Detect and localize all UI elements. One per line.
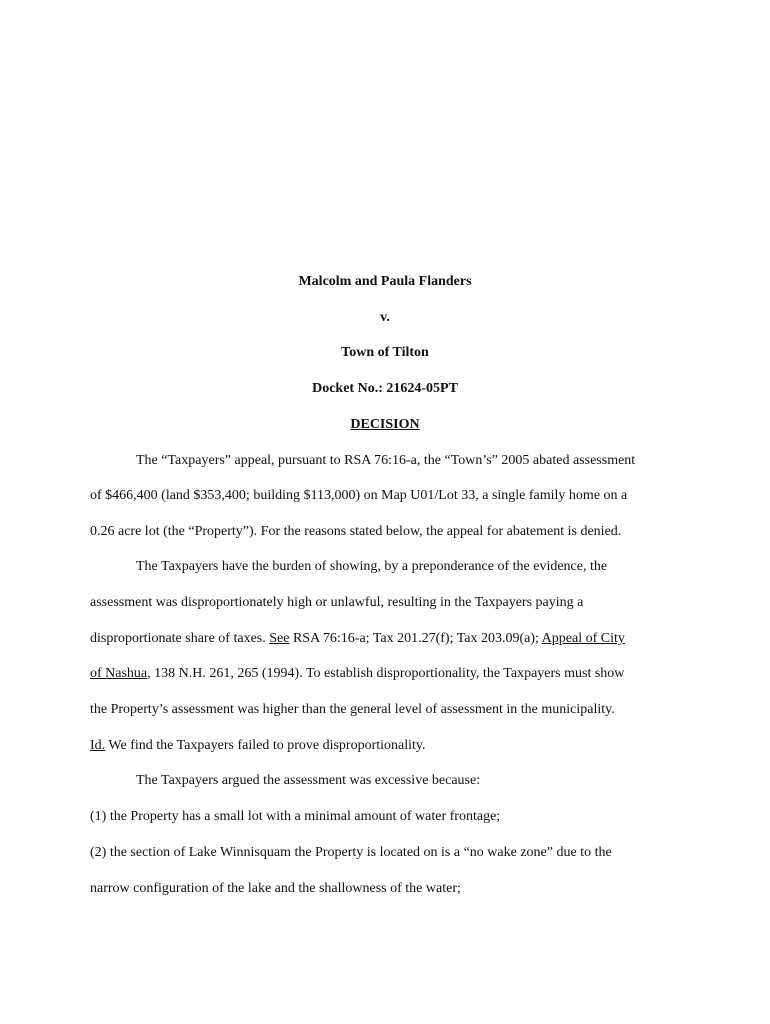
citation-id: Id.: [90, 738, 106, 753]
body-line-3: 0.26 acre lot (the “Property”). For the reasons stated below, the appeal for abatement is denied.: [90, 524, 622, 539]
body-line-7-text-b: , 138 N.H. 261, 265 (1994). To establish disproportionality, the Taxpayers must show: [147, 666, 625, 681]
body-line-10: The Taxpayers argued the assessment was excessive because:: [136, 773, 481, 788]
caption-docket: Docket No.: 21624-05PT: [312, 381, 458, 396]
caption-party1: Malcolm and Paula Flanders: [298, 274, 472, 289]
body-line-7: [90, 665, 690, 683]
citation-see: See: [269, 631, 290, 646]
body-line-4: The Taxpayers have the burden of showing, by a preponderance of the evidence, the: [136, 559, 608, 574]
heading-wrapper: [0, 416, 770, 434]
citation-of-nashua: of Nashua: [90, 666, 148, 681]
caption-party2: Town of Tilton: [341, 345, 429, 360]
body-line-6-text-a: disproportionate share of taxes.: [90, 631, 270, 646]
body-line-6-text-c: RSA 76:16-a; Tax 201.27(f); Tax 203.09(a);: [289, 631, 542, 646]
list-item-2-continued: narrow configuration of the lake and the shallowness of the water;: [90, 881, 461, 896]
body-line-8: the Property’s assessment was higher than the general level of assessment in the municipality.: [90, 702, 615, 717]
caption-versus: v.: [380, 310, 390, 325]
body-line-6: [90, 630, 690, 648]
body-line-1: The “Taxpayers” appeal, pursuant to RSA 76:16-a, the “Town’s” 2005 abated assessment: [136, 453, 636, 468]
list-item-1: (1) the Property has a small lot with a minimal amount of water frontage;: [90, 809, 501, 824]
citation-appeal-of-city: Appeal of City: [541, 631, 625, 646]
body-line-2: of $466,400 (land $353,400; building $113,000) on Map U01/Lot 33, a single family home on a: [90, 488, 628, 503]
body-line-9: [90, 737, 690, 755]
body-line-9-text-b: We find the Taxpayers failed to prove disproportionality.: [105, 738, 426, 753]
decision-heading: DECISION: [350, 417, 420, 432]
list-item-2: (2) the section of Lake Winnisquam the Property is located on is a “no wake zone” due to the: [90, 845, 612, 860]
body-line-5: assessment was disproportionately high or unlawful, resulting in the Taxpayers paying a: [90, 595, 584, 610]
